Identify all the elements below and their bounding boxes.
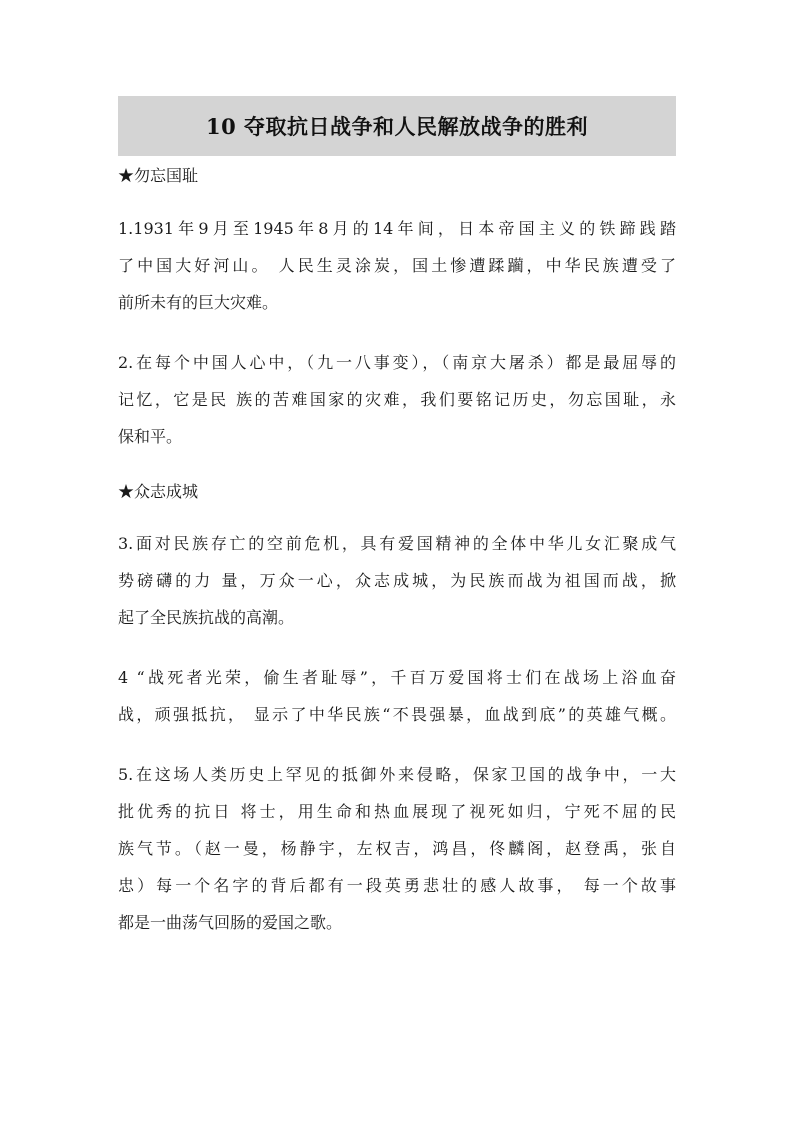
paragraph-line: 前所未有的巨大灾难。 — [118, 293, 279, 312]
paragraph-1 — [118, 210, 676, 321]
paragraph-line: 族气节。（赵一曼，杨静宇，左权吉，鸿昌，佟麟阁，赵登禹，张自 — [118, 839, 676, 858]
paragraph-line: 保和平。 — [118, 427, 183, 446]
paragraph-5 — [118, 756, 676, 941]
section-heading-united-will: ★众志成城 — [118, 482, 199, 501]
paragraph-line: 5.在这场人类历史上罕见的抵御外来侵略，保家卫国的战争中，一大 — [118, 765, 676, 784]
paragraph-line: 批优秀的抗日 将士，用生命和热血展现了视死如归，宁死不屈的民 — [118, 802, 676, 821]
paragraph-line: 战，顽强抵抗， 显示了中华民族“不畏强暴，血战到底”的英雄气概。 — [118, 705, 676, 724]
paragraph-line: 3.面对民族存亡的空前危机，具有爱国精神的全体中华儿女汇聚成气 — [118, 534, 676, 553]
paragraph-3 — [118, 525, 676, 636]
paragraph-line: 了中国大好河山。 人民生灵涂炭，国土惨遭蹂躏，中华民族遭受了 — [118, 256, 676, 275]
paragraph-line: 记忆，它是民 族的苦难国家的灾难，我们要铭记历史，勿忘国耻，永 — [118, 390, 676, 409]
paragraph-line: 都是一曲荡气回肠的爱国之歌。 — [118, 913, 343, 932]
paragraph-line: 忠）每一个名字的背后都有一段英勇悲壮的感人故事， 每一个故事 — [118, 876, 676, 895]
paragraph-line: 起了全民族抗战的高潮。 — [118, 608, 295, 627]
document-title: 10 夺取抗日战争和人民解放战争的胜利 — [118, 96, 676, 156]
paragraph-4 — [118, 659, 676, 733]
document-page — [118, 96, 676, 941]
paragraph-line: 势磅礴的力 量，万众一心，众志成城，为民族而战为祖国而战，掀 — [118, 571, 676, 590]
paragraph-line: 1.1931年9月至1945年8月的14年间，日本帝国主义的铁蹄践踏 — [118, 219, 676, 238]
paragraph-line: 4 “战死者光荣，偷生者耻辱”，千百万爱国将士们在战场上浴血奋 — [118, 668, 676, 687]
paragraph-2 — [118, 344, 676, 455]
section-heading-never-forget: ★勿忘国耻 — [118, 166, 199, 185]
paragraph-line: 2.在每个中国人心中，（九一八事变），（南京大屠杀）都是最屈辱的 — [118, 353, 676, 372]
